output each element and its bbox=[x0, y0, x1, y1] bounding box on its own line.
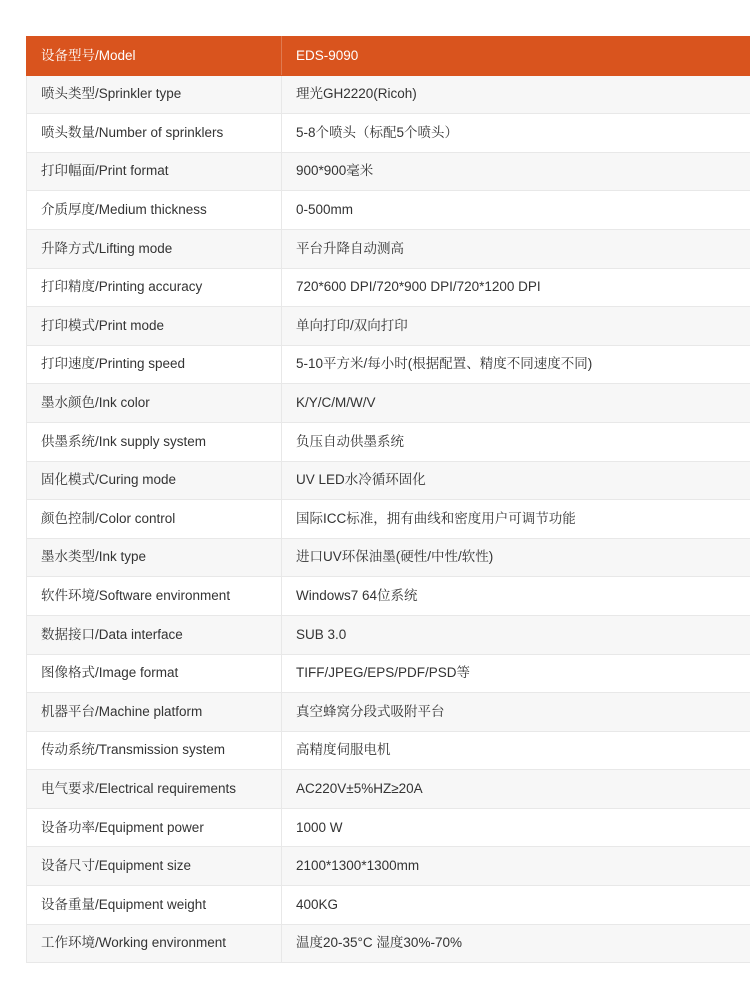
row-label-cell bbox=[27, 654, 282, 693]
table-row bbox=[27, 268, 750, 307]
row-value: TIFF/JPEG/EPS/PDF/PSD等 bbox=[296, 665, 471, 681]
row-label-cell bbox=[27, 345, 282, 384]
row-label: 设备功率/Equipment power bbox=[41, 819, 204, 835]
table-row bbox=[27, 886, 750, 925]
row-value-cell bbox=[282, 808, 750, 847]
row-value: 高精度伺服电机 bbox=[296, 742, 391, 758]
row-value-cell bbox=[282, 500, 750, 539]
row-value: 平台升降自动测高 bbox=[296, 240, 404, 256]
row-value-cell bbox=[282, 422, 750, 461]
row-label-cell bbox=[27, 615, 282, 654]
row-label: 机器平台/Machine platform bbox=[41, 703, 203, 719]
row-label: 打印模式/Print mode bbox=[41, 317, 165, 333]
row-value-cell bbox=[282, 229, 750, 268]
row-label-cell bbox=[27, 770, 282, 809]
specifications-table bbox=[26, 36, 750, 963]
specifications-table-body bbox=[27, 37, 750, 963]
table-row bbox=[27, 461, 750, 500]
row-value-cell bbox=[282, 538, 750, 577]
table-header-row bbox=[27, 37, 750, 76]
row-label-cell bbox=[27, 461, 282, 500]
row-value: 2100*1300*1300mm bbox=[296, 858, 420, 874]
row-value: 1000 W bbox=[296, 819, 343, 835]
row-value-cell bbox=[282, 693, 750, 732]
table-header-value: EDS-9090 bbox=[296, 47, 359, 63]
row-label: 传动系统/Transmission system bbox=[41, 742, 226, 758]
table-row bbox=[27, 924, 750, 963]
row-label: 软件环境/Software environment bbox=[41, 588, 231, 603]
row-value: 理光GH2220(Ricoh) bbox=[296, 86, 417, 102]
row-value: 0-500mm bbox=[296, 202, 354, 218]
row-label-cell bbox=[27, 577, 282, 616]
row-label-cell bbox=[27, 229, 282, 268]
row-label-cell bbox=[27, 847, 282, 886]
table-row bbox=[27, 114, 750, 153]
table-row bbox=[27, 307, 750, 346]
row-label: 颜色控制/Color control bbox=[41, 510, 176, 526]
row-value-cell bbox=[282, 770, 750, 809]
row-value: 5-10平方米/每小时(根据配置、精度不同速度不同) bbox=[296, 356, 593, 372]
table-row bbox=[27, 577, 750, 616]
row-value-cell bbox=[282, 345, 750, 384]
table-row bbox=[27, 422, 750, 461]
row-label: 打印精度/Printing accuracy bbox=[41, 279, 203, 295]
row-value-cell bbox=[282, 461, 750, 500]
table-row bbox=[27, 847, 750, 886]
row-label: 墨水颜色/Ink color bbox=[41, 395, 150, 411]
row-value-cell bbox=[282, 191, 750, 230]
row-label-cell bbox=[27, 924, 282, 963]
row-label: 设备尺寸/Equipment size bbox=[41, 858, 192, 874]
row-value-cell bbox=[282, 384, 750, 423]
row-label: 数据接口/Data interface bbox=[41, 626, 183, 642]
row-value-cell bbox=[282, 268, 750, 307]
row-label-cell bbox=[27, 886, 282, 925]
table-header-value-cell bbox=[282, 37, 750, 76]
row-value: 5-8个喷头（标配5个喷头） bbox=[296, 124, 459, 140]
row-label: 升降方式/Lifting mode bbox=[41, 240, 173, 256]
table-header-label: 设备型号/Model bbox=[41, 47, 136, 63]
row-label: 工作环境/Working environment bbox=[41, 935, 227, 951]
row-label: 电气要求/Electrical requirements bbox=[41, 780, 237, 796]
table-row bbox=[27, 538, 750, 577]
row-value-cell bbox=[282, 114, 750, 153]
row-label: 介质厚度/Medium thickness bbox=[41, 202, 207, 218]
row-label-cell bbox=[27, 384, 282, 423]
row-label: 固化模式/Curing mode bbox=[41, 472, 177, 488]
table-row bbox=[27, 75, 750, 114]
row-label: 设备重量/Equipment weight bbox=[41, 896, 207, 912]
table-row bbox=[27, 693, 750, 732]
table-row bbox=[27, 615, 750, 654]
table-row bbox=[27, 808, 750, 847]
row-value-cell bbox=[282, 152, 750, 191]
table-row bbox=[27, 191, 750, 230]
row-value-cell bbox=[282, 924, 750, 963]
row-label-cell bbox=[27, 268, 282, 307]
row-label-cell bbox=[27, 152, 282, 191]
table-row bbox=[27, 384, 750, 423]
row-label: 喷头数量/Number of sprinklers bbox=[41, 124, 224, 140]
row-value: SUB 3.0 bbox=[296, 626, 347, 642]
row-value: 真空蜂窝分段式吸附平台 bbox=[296, 703, 445, 719]
table-row bbox=[27, 229, 750, 268]
row-label-cell bbox=[27, 538, 282, 577]
table-row bbox=[27, 654, 750, 693]
row-value-cell bbox=[282, 654, 750, 693]
row-value-cell bbox=[282, 847, 750, 886]
row-label-cell bbox=[27, 808, 282, 847]
row-label-cell bbox=[27, 114, 282, 153]
row-value: 900*900毫米 bbox=[296, 163, 374, 179]
row-value-cell bbox=[282, 75, 750, 114]
row-label: 打印幅面/Print format bbox=[41, 163, 169, 179]
table-header-label-cell bbox=[27, 37, 282, 76]
row-value-cell bbox=[282, 307, 750, 346]
row-value: 温度20-35°C 湿度30%-70% bbox=[296, 935, 462, 951]
row-label-cell bbox=[27, 75, 282, 114]
row-value: Windows7 64位系统 bbox=[296, 588, 418, 603]
row-label-cell bbox=[27, 693, 282, 732]
row-label-cell bbox=[27, 500, 282, 539]
row-label: 打印速度/Printing speed bbox=[41, 356, 186, 372]
row-label-cell bbox=[27, 307, 282, 346]
row-value: K/Y/C/M/W/V bbox=[296, 395, 376, 411]
row-value-cell bbox=[282, 615, 750, 654]
row-value: 单向打印/双向打印 bbox=[296, 317, 408, 333]
table-row bbox=[27, 345, 750, 384]
table-row bbox=[27, 152, 750, 191]
table-row bbox=[27, 500, 750, 539]
row-label: 图像格式/Image format bbox=[41, 665, 179, 681]
row-value-cell bbox=[282, 886, 750, 925]
row-value-cell bbox=[282, 577, 750, 616]
row-label-cell bbox=[27, 731, 282, 770]
row-value: 负压自动供墨系统 bbox=[296, 433, 404, 449]
row-label: 墨水类型/Ink type bbox=[41, 549, 147, 565]
row-value: AC220V±5%HZ≥20A bbox=[296, 780, 423, 796]
row-value: 720*600 DPI/720*900 DPI/720*1200 DPI bbox=[296, 279, 541, 295]
row-value: 进口UV环保油墨(硬性/中性/软性) bbox=[296, 549, 494, 565]
row-label: 喷头类型/Sprinkler type bbox=[41, 86, 182, 102]
row-value-cell bbox=[282, 731, 750, 770]
row-value: 400KG bbox=[296, 896, 339, 912]
row-value: 国际ICC标准，拥有曲线和密度用户可调节功能 bbox=[296, 510, 576, 526]
row-label: 供墨系统/Ink supply system bbox=[41, 433, 207, 449]
table-row bbox=[27, 770, 750, 809]
row-label-cell bbox=[27, 191, 282, 230]
table-row bbox=[27, 731, 750, 770]
row-label-cell bbox=[27, 422, 282, 461]
row-value: UV LED水冷循环固化 bbox=[296, 472, 426, 488]
